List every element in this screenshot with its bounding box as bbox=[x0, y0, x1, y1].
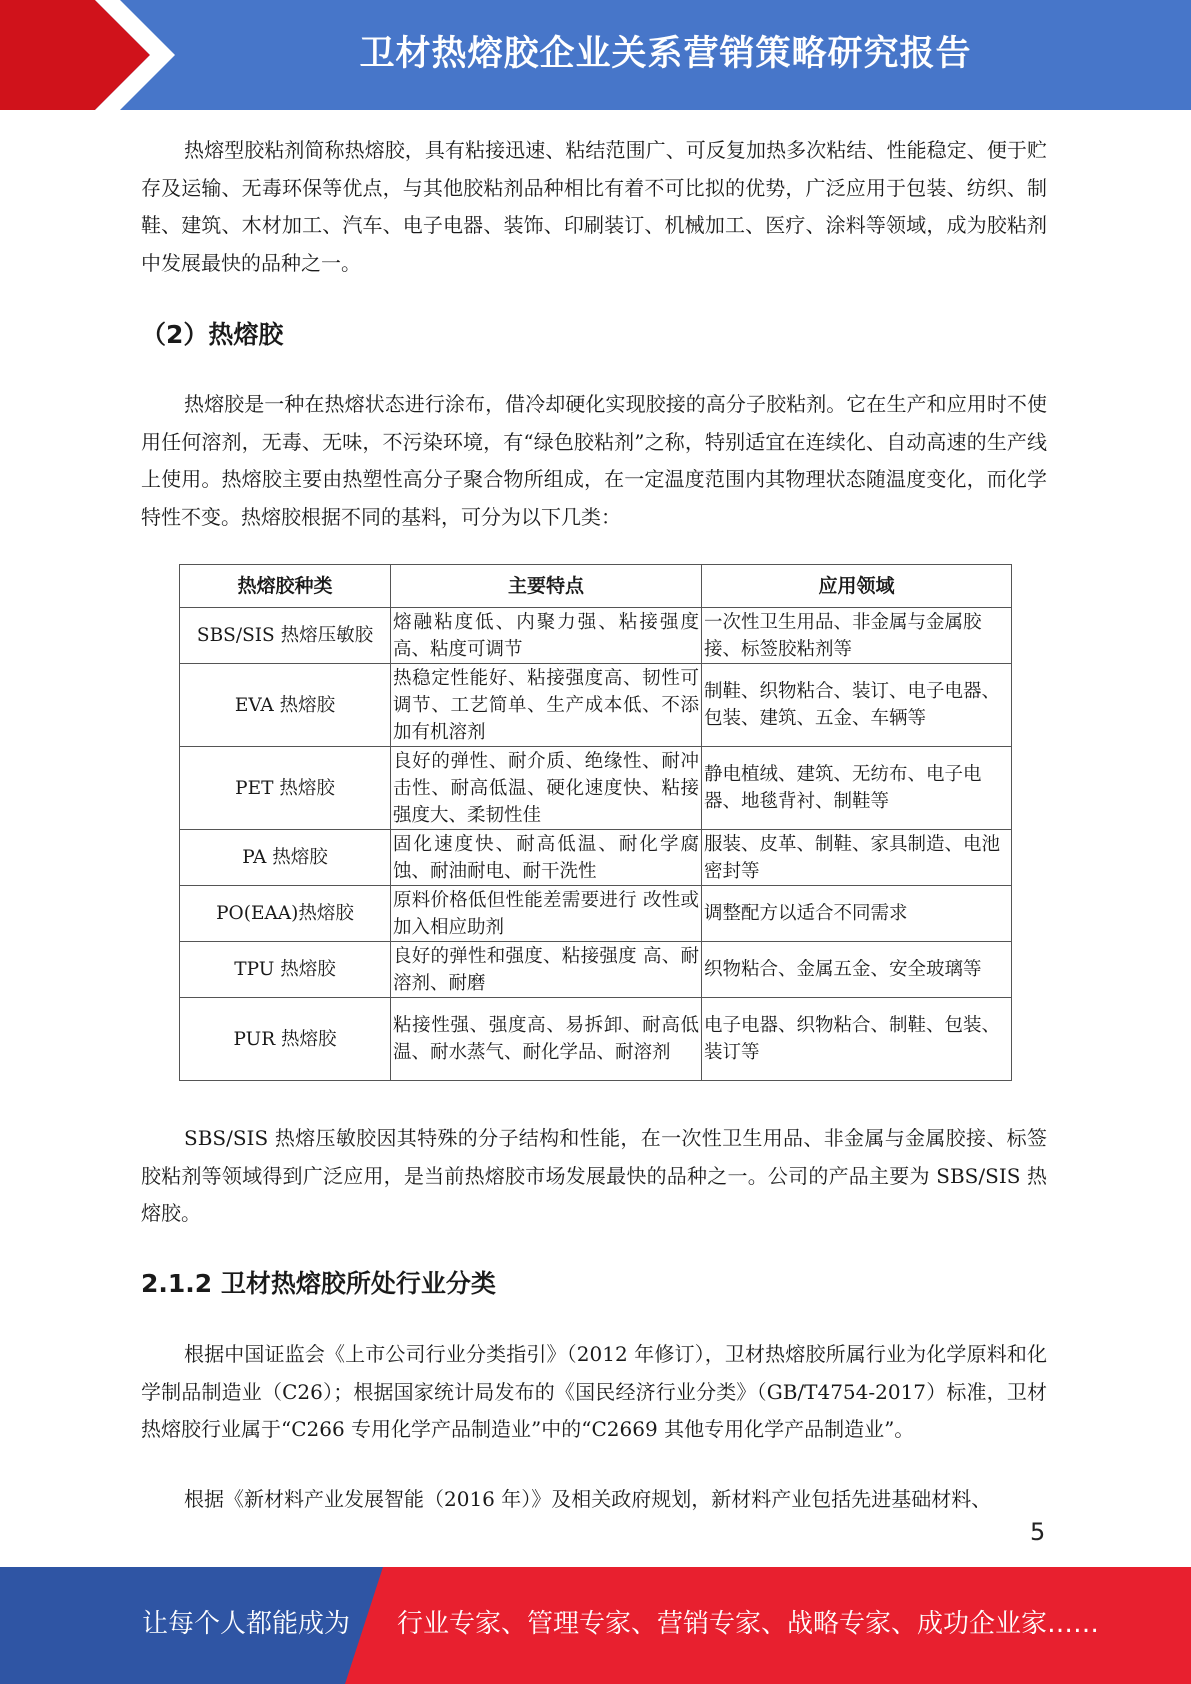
intro-paragraph: 热熔型胶粘剂简称热熔胶，具有粘接迅速、粘结范围广、可反复加热多次粘结、性能稳定、便于贮存及运输、无毒环保等优点，与其他胶粘剂品种相比有着不可比拟的优势，广泛应用于包装、纺织、制鞋、建筑、木材加工、汽车、电子电器、装饰、印刷装订、机械加工、医疗、涂料等领域，成为胶粘剂中发展最快的品种之一。 bbox=[141, 138, 1047, 275]
page-number: 5 bbox=[1030, 1518, 1046, 1546]
cell-features: 良好的弹性、耐介质、绝缘性、耐冲击性、耐高低温、硬化速度快、粘接强度大、柔韧性佳 bbox=[391, 747, 702, 830]
cell-features: 固化速度快、耐高低温、耐化学腐蚀、耐油耐电、耐干洗性 bbox=[391, 830, 702, 886]
cell-type: TPU 热熔胶 bbox=[180, 942, 391, 998]
table-row bbox=[180, 886, 1012, 942]
cell-features: 热稳定性能好、粘接强度高、韧性可调节、工艺简单、生产成本低、不添加有机溶剂 bbox=[391, 664, 702, 747]
cell-applications: 制鞋、织物粘合、装订、电子电器、包装、建筑、五金、车辆等 bbox=[702, 664, 1012, 747]
section-heading-hot-melt: （2）热熔胶 bbox=[141, 320, 284, 349]
cell-features: 良好的弹性和强度、粘接强度 高、耐溶剂、耐磨 bbox=[391, 942, 702, 998]
footer-slogan-left: 让每个人都能成为 bbox=[142, 1609, 351, 1639]
sbs-sis-paragraph: SBS/SIS 热熔压敏胶因其特殊的分子结构和性能，在一次性卫生用品、非金属与金属胶接、标签胶粘剂等领域得到广泛应用，是当前热熔胶市场发展最快的品种之一。公司的产品主要为 SBS/SIS 热熔胶。 bbox=[141, 1126, 1047, 1225]
cell-applications: 静电植绒、建筑、无纺布、电子电器、地毯背衬、制鞋等 bbox=[702, 747, 1012, 830]
table-header-row bbox=[180, 565, 1012, 608]
cell-features: 粘接性强、强度高、易拆卸、耐高低温、耐水蒸气、耐化学品、耐溶剂 bbox=[391, 998, 702, 1081]
cell-applications: 调整配方以适合不同需求 bbox=[702, 886, 1012, 942]
cell-type: PET 热熔胶 bbox=[180, 747, 391, 830]
table-row bbox=[180, 830, 1012, 886]
cell-applications: 电子电器、织物粘合、制鞋、包装、装订等 bbox=[702, 998, 1012, 1081]
table-row bbox=[180, 998, 1012, 1081]
new-materials-paragraph: 根据《新材料产业发展智能（2016 年）》及相关政府规划，新材料产业包括先进基础材料、 bbox=[184, 1487, 992, 1511]
hot-melt-types-table bbox=[179, 564, 1012, 1081]
table-row bbox=[180, 664, 1012, 747]
column-header-applications: 应用领域 bbox=[702, 565, 1012, 608]
report-header-banner bbox=[0, 0, 1191, 110]
cell-type: PA 热熔胶 bbox=[180, 830, 391, 886]
footer-banner bbox=[0, 1567, 1191, 1684]
section-heading-industry-classification: 2.1.2 卫材热熔胶所处行业分类 bbox=[141, 1269, 496, 1298]
cell-applications: 织物粘合、金属五金、安全玻璃等 bbox=[702, 942, 1012, 998]
industry-classification-paragraph: 根据中国证监会《上市公司行业分类指引》（2012 年修订），卫材热熔胶所属行业为化学原料和化学制品制造业（C26）；根据国家统计局发布的《国民经济行业分类》（GB/T4754-2017）标准，卫材热熔胶行业属于“C266 专用化学产品制造业”中的“C2669 其他专用化学产品制造业”。 bbox=[141, 1342, 1047, 1441]
cell-type: PUR 热熔胶 bbox=[180, 998, 391, 1081]
cell-type: EVA 热熔胶 bbox=[180, 664, 391, 747]
cell-applications: 服装、皮革、制鞋、家具制造、电池密封等 bbox=[702, 830, 1012, 886]
cell-type: PO(EAA)热熔胶 bbox=[180, 886, 391, 942]
column-header-features: 主要特点 bbox=[391, 565, 702, 608]
cell-type: SBS/SIS 热熔压敏胶 bbox=[180, 608, 391, 664]
table-row bbox=[180, 747, 1012, 830]
hot-melt-paragraph: 热熔胶是一种在热熔状态进行涂布，借冷却硬化实现胶接的高分子胶粘剂。它在生产和应用时不使用任何溶剂，无毒、无味，不污染环境，有“绿色胶粘剂”之称，特别适宜在连续化、自动高速的生产线上使用。热熔胶主要由热塑性高分子聚合物所组成，在一定温度范围内其物理状态随温度变化，而化学特性不变。热熔胶根据不同的基料，可分为以下几类： bbox=[141, 392, 1047, 529]
cell-applications: 一次性卫生用品、非金属与金属胶接、标签胶粘剂等 bbox=[702, 608, 1012, 664]
cell-features: 原料价格低但性能差需要进行 改性或加入相应助剂 bbox=[391, 886, 702, 942]
report-title: 卫材热熔胶企业关系营销策略研究报告 bbox=[359, 34, 972, 74]
cell-features: 熔融粘度低、内聚力强、粘接强度高、粘度可调节 bbox=[391, 608, 702, 664]
footer-slogan-right: 行业专家、管理专家、营销专家、战略专家、成功企业家…… bbox=[397, 1609, 1100, 1639]
column-header-type: 热熔胶种类 bbox=[180, 565, 391, 608]
table-row bbox=[180, 608, 1012, 664]
table-row bbox=[180, 942, 1012, 998]
